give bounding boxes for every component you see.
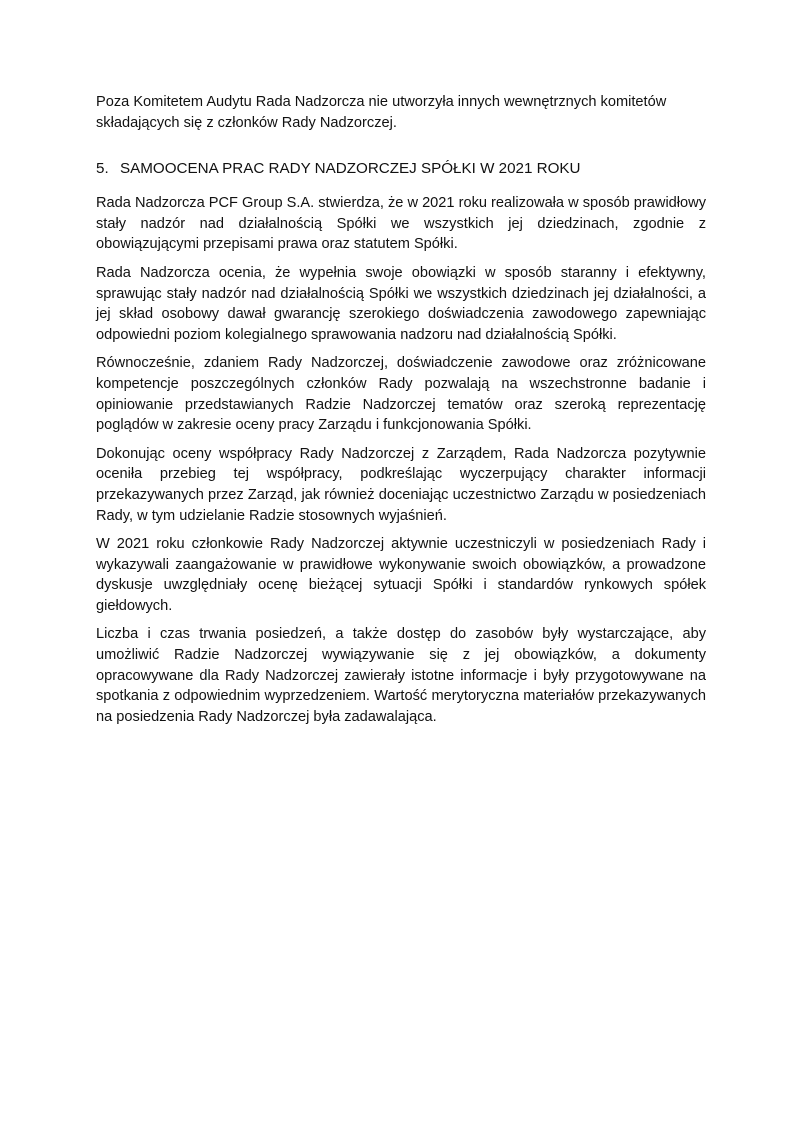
section-heading	[96, 159, 706, 179]
paragraph-2: Rada Nadzorcza ocenia, że wypełnia swoje obowiązki w sposób staranny i efektywny, sprawując stały nadzór nad działalnością Spółki we wszystkich dziedzinach jej działalności, a jej skład osobowy dawał gwarancję szerokiego doświadczenia zawodowego zapewniając odpowiedni poziom kolegialnego sprawowania nadzoru nad działalnością Spółki.	[96, 264, 706, 343]
paragraph-1: Rada Nadzorcza PCF Group S.A. stwierdza, że w 2021 roku realizowała w sposób prawidłowy stały nadzór nad działalnością Spółki we wszystkich jej dziedzinach, zgodnie z obowiązującymi przepisami prawa oraz statutem Spółki.	[96, 195, 706, 253]
document-page	[96, 92, 706, 735]
section-number: 5.	[96, 160, 109, 178]
paragraph-5: W 2021 roku członkowie Rady Nadzorczej aktywnie uczestniczyli w posiedzeniach Rady i wykazywali zaangażowanie w prawidłowe wykonywanie swoich obowiązków, a prowadzone dyskusje uwzględniały ocenę bieżącej sytuacji Spółki i standardów rynkowych spółek giełdowych.	[96, 536, 706, 614]
paragraph-4: Dokonując oceny współpracy Rady Nadzorczej z Zarządem, Rada Nadzorcza pozytywnie oceniła przebieg tej współpracy, podkreślając wyczerpujący charakter informacji przekazywanych przez Zarząd, jak również doceniając uczestnictwo Zarządu w posiedzeniach Rady, w tym udzielanie Radzie stosownych wyjaśnień.	[96, 445, 706, 524]
section-title: SAMOOCENA PRAC RADY NADZORCZEJ SPÓŁKI W 2021 ROKU	[120, 160, 581, 178]
paragraph-6: Liczba i czas trwania posiedzeń, a także dostęp do zasobów były wystarczające, aby umożliwić Radzie Nadzorczej wywiązywanie się z jej obowiązków, a dokumenty opracowywane dla Rady Nadzorczej zawierały istotne informacje i były przygotowywane na spotkania z odpowiednim wyprzedzeniem. Wartość merytoryczna materiałów przekazywanych na posiedzenia Rady Nadzorczej była zadawalająca.	[96, 626, 706, 725]
paragraph-3: Równocześnie, zdaniem Rady Nadzorczej, doświadczenie zawodowe oraz zróżnicowane kompetencje poszczególnych członków Rady pozwalają na wszechstronne badanie i opiniowanie przedstawianych Radzie Nadzorczej tematów oraz szeroką reprezentację poglądów w zakresie oceny pracy Zarządu i funkcjonowania Spółki.	[96, 355, 706, 434]
intro-paragraph: Poza Komitetem Audytu Rada Nadzorcza nie utworzyła innych wewnętrznych komitetów składających się z członków Rady Nadzorczej.	[96, 94, 667, 131]
